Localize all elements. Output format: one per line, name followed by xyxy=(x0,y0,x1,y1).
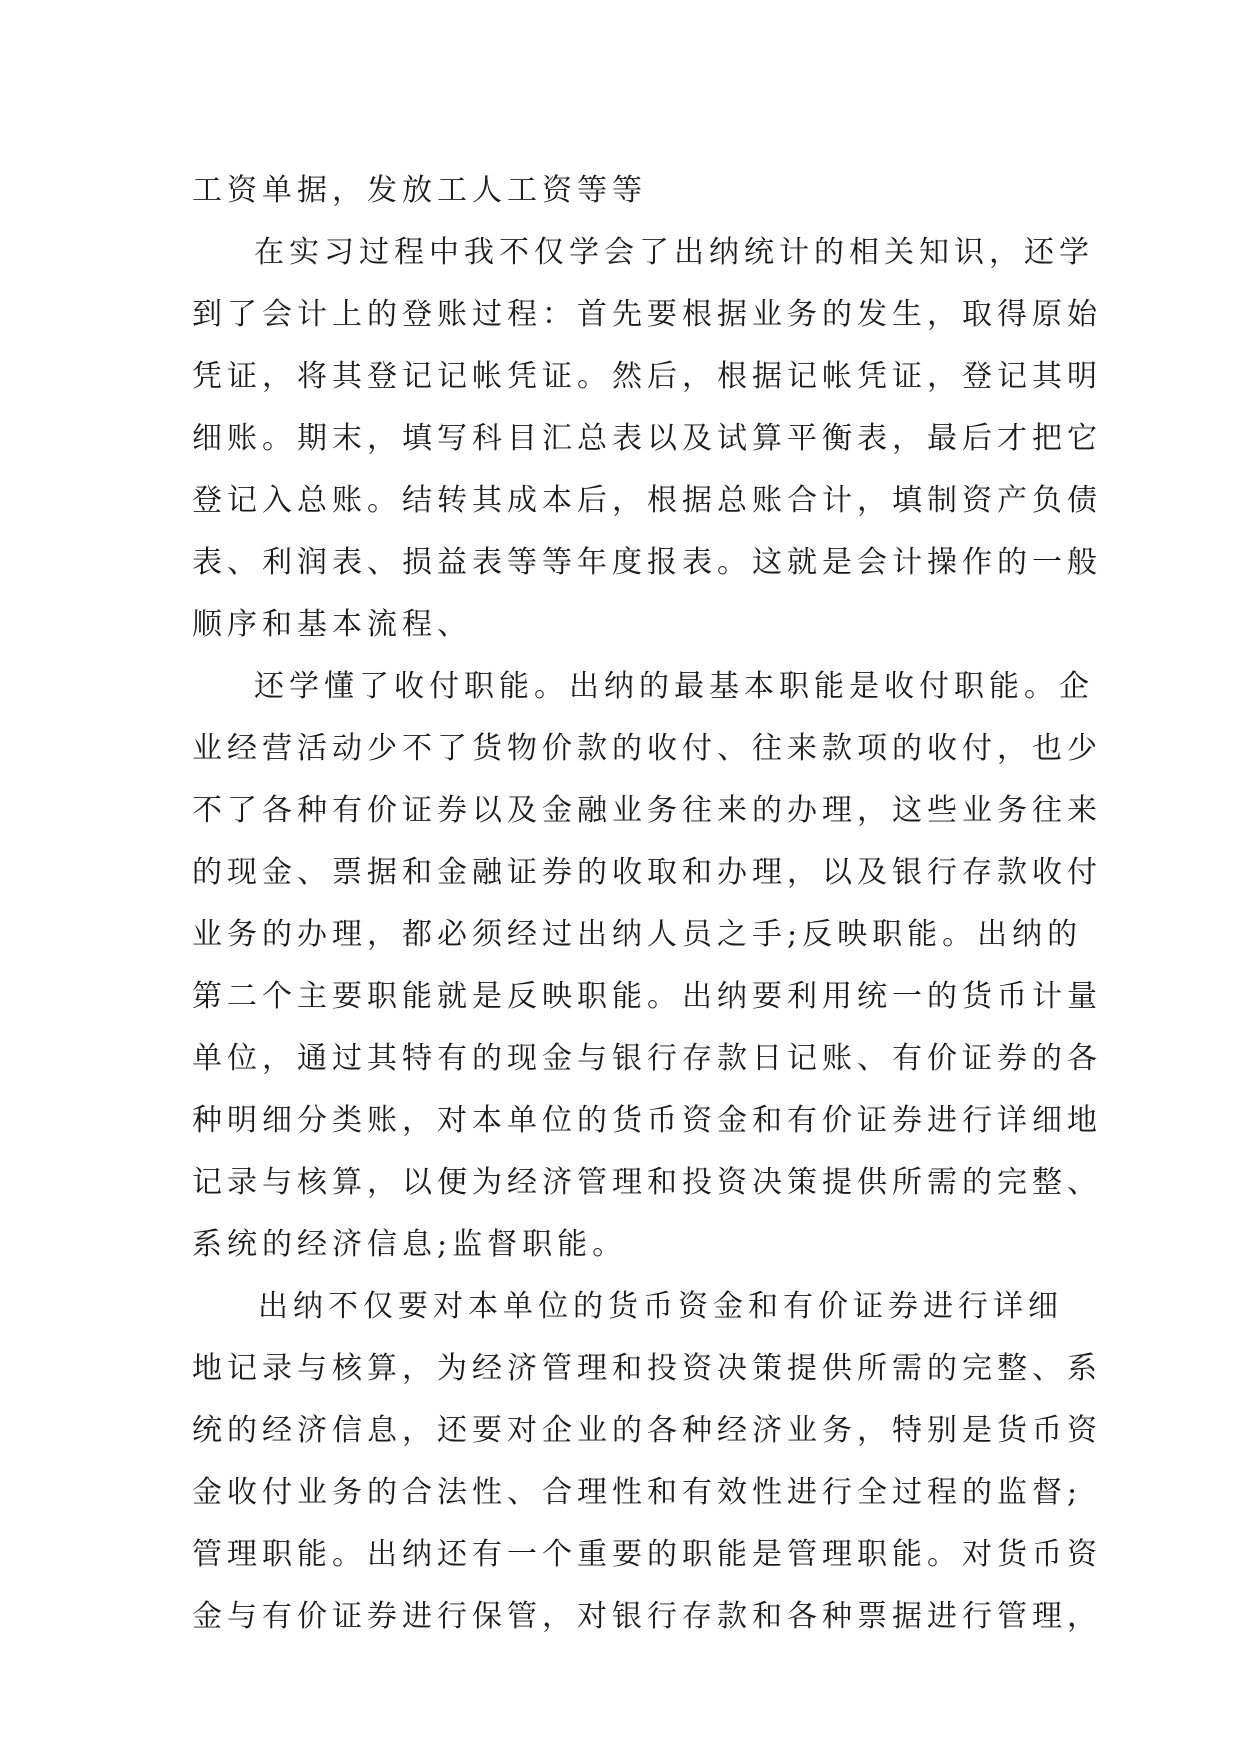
text-line: 凭证，将其登记记帐凭证。然后，根据记帐凭证，登记其明 xyxy=(192,359,1102,394)
text-line: 金与有价证券进行保管，对银行存款和各种票据进行管理， xyxy=(192,1599,1102,1634)
paragraph-start-line: 出纳不仅要对本单位的货币资金和有价证券进行详细 xyxy=(258,1289,1063,1324)
text-line: 单位，通过其特有的现金与银行存款日记账、有价证券的各 xyxy=(192,1041,1102,1076)
body-text xyxy=(192,160,1102,1648)
text-line: 不了各种有价证券以及金融业务往来的办理，这些业务往来 xyxy=(192,793,1102,828)
text-line: 工资单据，发放工人工资等等 xyxy=(192,173,647,208)
text-line: 统的经济信息，还要对企业的各种经济业务，特别是货币资 xyxy=(192,1413,1102,1448)
paragraph-start-line: 还学懂了收付职能。出纳的最基本职能是收付职能。企 xyxy=(254,669,1094,704)
text-line: 业经营活动少不了货物价款的收付、往来款项的收付，也少 xyxy=(192,731,1102,766)
text-line: 第二个主要职能就是反映职能。出纳要利用统一的货币计量 xyxy=(192,979,1102,1014)
text-line: 记录与核算，以便为经济管理和投资决策提供所需的完整、 xyxy=(192,1165,1102,1200)
text-line: 金收付业务的合法性、合理性和有效性进行全过程的监督; xyxy=(192,1475,1083,1510)
text-line: 顺序和基本流程、 xyxy=(192,607,472,642)
text-line: 地记录与核算，为经济管理和投资决策提供所需的完整、系 xyxy=(192,1351,1102,1386)
text-line: 细账。期末，填写科目汇总表以及试算平衡表，最后才把它 xyxy=(192,421,1102,456)
text-line: 系统的经济信息;监督职能。 xyxy=(192,1227,628,1262)
text-line: 登记入总账。结转其成本后，根据总账合计，填制资产负债 xyxy=(192,483,1102,518)
text-line: 的现金、票据和金融证券的收取和办理，以及银行存款收付 xyxy=(192,855,1102,890)
text-line: 种明细分类账，对本单位的货币资金和有价证券进行详细地 xyxy=(192,1103,1102,1138)
paragraph-start-line: 在实习过程中我不仅学会了出纳统计的相关知识，还学 xyxy=(254,235,1094,270)
text-line: 到了会计上的登账过程：首先要根据业务的发生，取得原始 xyxy=(192,297,1102,332)
text-line: 表、利润表、损益表等等年度报表。这就是会计操作的一般 xyxy=(192,545,1102,580)
text-line: 管理职能。出纳还有一个重要的职能是管理职能。对货币资 xyxy=(192,1537,1102,1572)
text-line: 业务的办理，都必须经过出纳人员之手;反映职能。出纳的 xyxy=(192,917,1083,952)
